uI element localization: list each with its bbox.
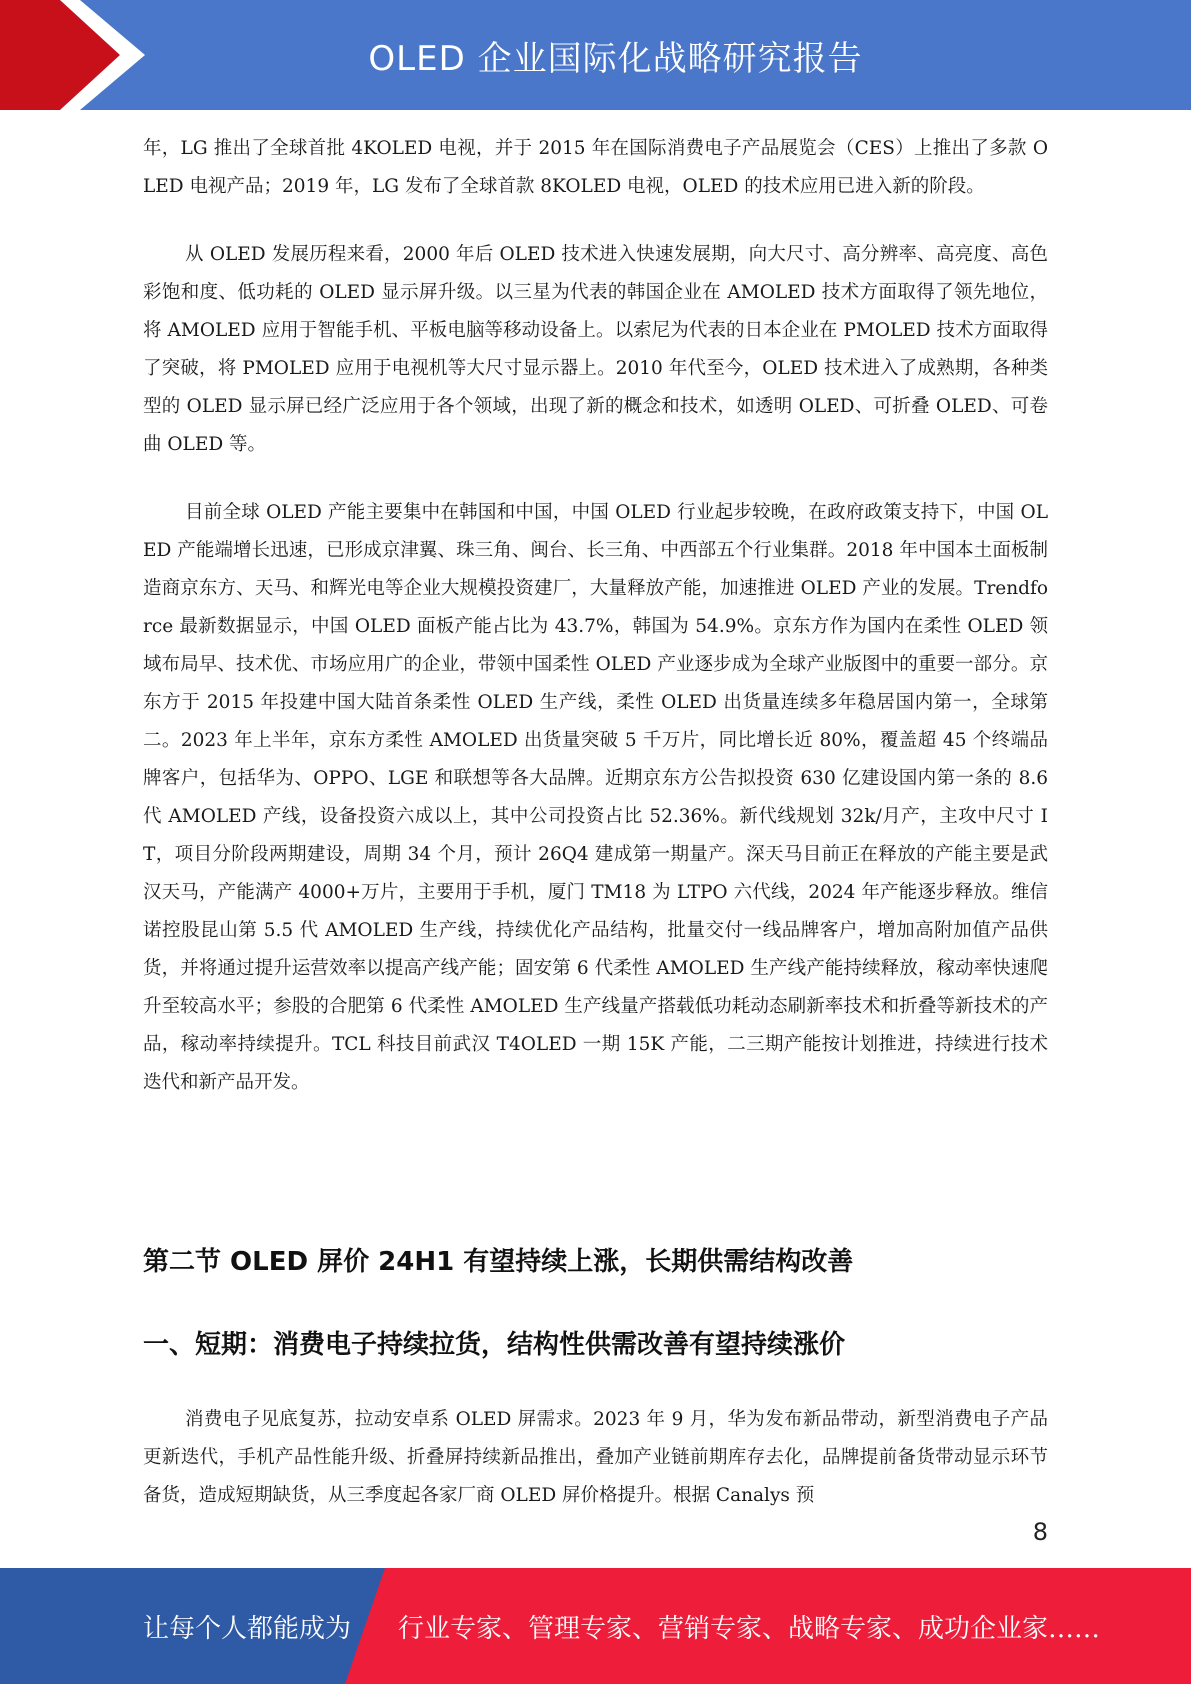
subsection-heading: 一、短期：消费电子持续拉货，结构性供需改善有望持续涨价	[143, 1330, 846, 1360]
footer-slogan-right: 行业专家、管理专家、营销专家、战略专家、成功企业家……	[398, 1613, 1101, 1644]
page-header	[0, 0, 1191, 110]
page-number: 8	[1032, 1518, 1048, 1546]
footer-slogan-left: 让每个人都能成为	[143, 1613, 352, 1644]
body-text	[143, 130, 1048, 1102]
section-heading: 第二节 OLED 屏价 24H1 有望持续上涨，长期供需结构改善	[143, 1247, 854, 1277]
paragraph-2: 从 OLED 发展历程来看，2000 年后 OLED 技术进入快速发展期，向大尺寸、高分辨率、高亮度、高色彩饱和度、低功耗的 OLED 显示屏升级。以三星为代表的韩国企业在 AMOLED 技术方面取得了领先地位，将 AMOLED 应用于智能手机、平板电脑等移动设备上。以索尼为代表的日本企业在 PMOLED 技术方面取得了突破，将 PMOLED 应用于电视机等大尺寸显示器上。2010 年代至今，OLED 技术进入了成熟期，各种类型的 OLED 显示屏已经广泛应用于各个领域，出现了新的概念和技术，如透明 OLED、可折叠 OLED、可卷曲 OLED 等。	[143, 244, 1048, 455]
paragraph-3: 目前全球 OLED 产能主要集中在韩国和中国，中国 OLED 行业起步较晚，在政府政策支持下，中国 OLED 产能端增长迅速，已形成京津翼、珠三角、闽台、长三角、中西部五个行业集群。2018 年中国本土面板制造商京东方、天马、和辉光电等企业大规模投资建厂，大量释放产能，加速推进 OLED 产业的发展。Trendforce 最新数据显示，中国 OLED 面板产能占比为 43.7%，韩国为 54.9%。京东方作为国内在柔性 OLED 领域布局早、技术优、市场应用广的企业，带领中国柔性 OLED 产业逐步成为全球产业版图中的重要一部分。京东方于 2015 年投建中国大陆首条柔性 OLED 生产线，柔性 OLED 出货量连续多年稳居国内第一，全球第二。2023 年上半年，京东方柔性 AMOLED 出货量突破 5 千万片，同比增长近 80%，覆盖超 45 个终端品牌客户，包括华为、OPPO、LGE 和联想等各大品牌。近期京东方公告拟投资 630 亿建设国内第一条的 8.6 代 AMOLED 产线，设备投资六成以上，其中公司投资占比 52.36%。新代线规划 32k/月产，主攻中尺寸 IT，项目分阶段两期建设，周期 34 个月，预计 26Q4 建成第一期量产。深天马目前正在释放的产能主要是武汉天马，产能满产 4000+万片，主要用于手机，厦门 TM18 为 LTPO 六代线，2024 年产能逐步释放。维信诺控股昆山第 5.5 代 AMOLED 生产线，持续优化产品结构，批量交付一线品牌客户，增加高附加值产品供货，并将通过提升运营效率以提高产线产能；固安第 6 代柔性 AMOLED 生产线产能持续释放，稼动率快速爬升至较高水平；参股的合肥第 6 代柔性 AMOLED 生产线量产搭载低功耗动态刷新率技术和折叠等新技术的产品，稼动率持续提升。TCL 科技目前武汉 T4OLED 一期 15K 产能，二三期产能按计划推进，持续进行技术迭代和新产品开发。	[143, 502, 1048, 1093]
report-title: OLED 企业国际化战略研究报告	[368, 38, 863, 79]
page-footer	[0, 1568, 1191, 1684]
paragraph-1: 年，LG 推出了全球首批 4KOLED 电视，并于 2015 年在国际消费电子产品展览会（CES）上推出了多款 OLED 电视产品；2019 年，LG 发布了全球首款 8KOLED 电视，OLED 的技术应用已进入新的阶段。	[143, 138, 1048, 197]
paragraph-4: 消费电子见底复苏，拉动安卓系 OLED 屏需求。2023 年 9 月，华为发布新品带动，新型消费电子产品更新迭代，手机产品性能升级、折叠屏持续新品推出，叠加产业链前期库存去化，品牌提前备货带动显示环节备货，造成短期缺货，从三季度起各家厂商 OLED 屏价格提升。根据 Canalys 预	[143, 1409, 1048, 1506]
